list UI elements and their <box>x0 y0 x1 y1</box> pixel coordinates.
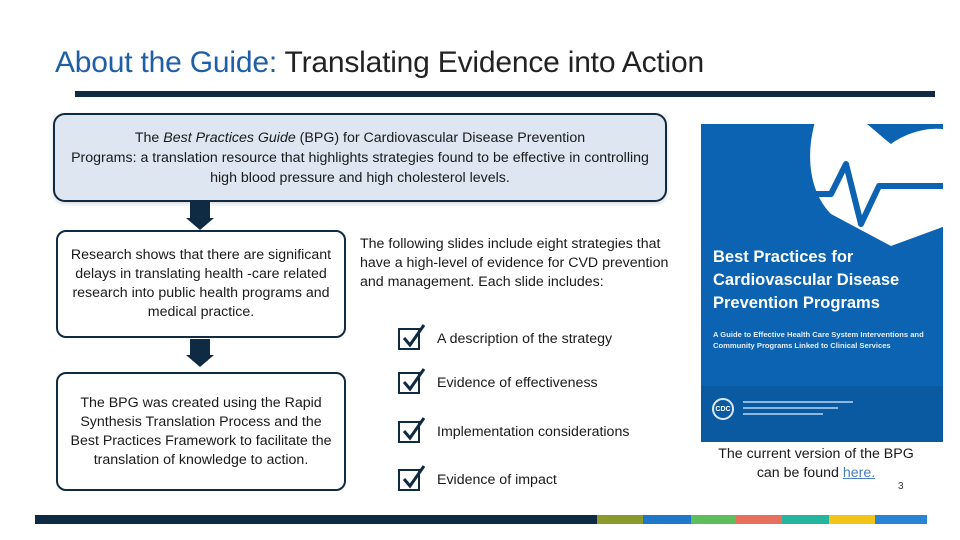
cover-title-line: Prevention Programs <box>713 294 880 312</box>
title-underline <box>75 91 935 97</box>
checklist-label: Implementation considerations <box>437 424 630 440</box>
bottom-color-bar <box>35 515 927 524</box>
cover-title-line: Best Practices for <box>713 248 854 266</box>
checkbox-checked-icon <box>398 328 420 350</box>
intro-guide-name: Best Practices Guide <box>163 129 296 146</box>
checklist-item <box>398 464 557 496</box>
cover-subtitle: A Guide to Effective Health Care System Interventions and Community Programs Linked to Clinical Services <box>713 330 924 350</box>
cover-footer <box>701 386 943 442</box>
checkbox-checked-icon <box>398 421 420 443</box>
title-prefix: About the Guide: <box>55 46 277 79</box>
bpg-box <box>56 372 346 491</box>
intro-rest: a translation resource that highlights strategies found to be effective in controlling high blood pressure and high cholesterol levels. <box>136 149 649 186</box>
checkbox-checked-icon <box>398 372 420 394</box>
checklist-label: Evidence of impact <box>437 472 557 488</box>
research-box <box>56 230 346 338</box>
page-title <box>55 46 704 80</box>
down-arrow-icon <box>190 339 210 367</box>
title-main: Translating Evidence into Action <box>276 46 704 79</box>
heart-icon <box>701 124 943 249</box>
checklist-item <box>398 367 598 399</box>
here-link[interactable]: here. <box>842 465 876 481</box>
research-text: Research shows that there are significant delays in translating health -care related research into public health programs and medical practice. <box>70 247 332 320</box>
slides-description: The following slides include eight strategies that have a high-level of evidence for CVD prevention and management. Each slide includes: <box>360 236 669 290</box>
checklist-label: A description of the strategy <box>437 331 613 347</box>
intro-mid: (BPG) for Cardiovascular Disease Prevention <box>295 129 586 146</box>
checklist-label: Evidence of effectiveness <box>437 375 598 391</box>
page-number: 3 <box>898 481 904 492</box>
cover-title-line: Cardiovascular Disease <box>713 271 900 289</box>
intro-lead: The <box>134 129 164 146</box>
current-version-note <box>716 445 916 483</box>
down-arrow-icon <box>190 202 210 230</box>
intro-box <box>53 113 667 202</box>
checklist-item <box>398 416 629 448</box>
intro-programs: Programs: <box>71 149 137 166</box>
current-version-text: The current version of the BPG can be found <box>718 446 914 481</box>
checklist-item <box>398 323 612 355</box>
cdc-logo-icon: CDC <box>712 398 734 420</box>
guide-cover-image[interactable] <box>701 124 943 442</box>
intro-text <box>65 128 655 188</box>
checkbox-checked-icon <box>398 469 420 491</box>
bpg-text: The BPG was created using the Rapid Synthesis Translation Process and the Best Practices Framework to facilitate the translation of knowledge to action. <box>70 394 332 468</box>
